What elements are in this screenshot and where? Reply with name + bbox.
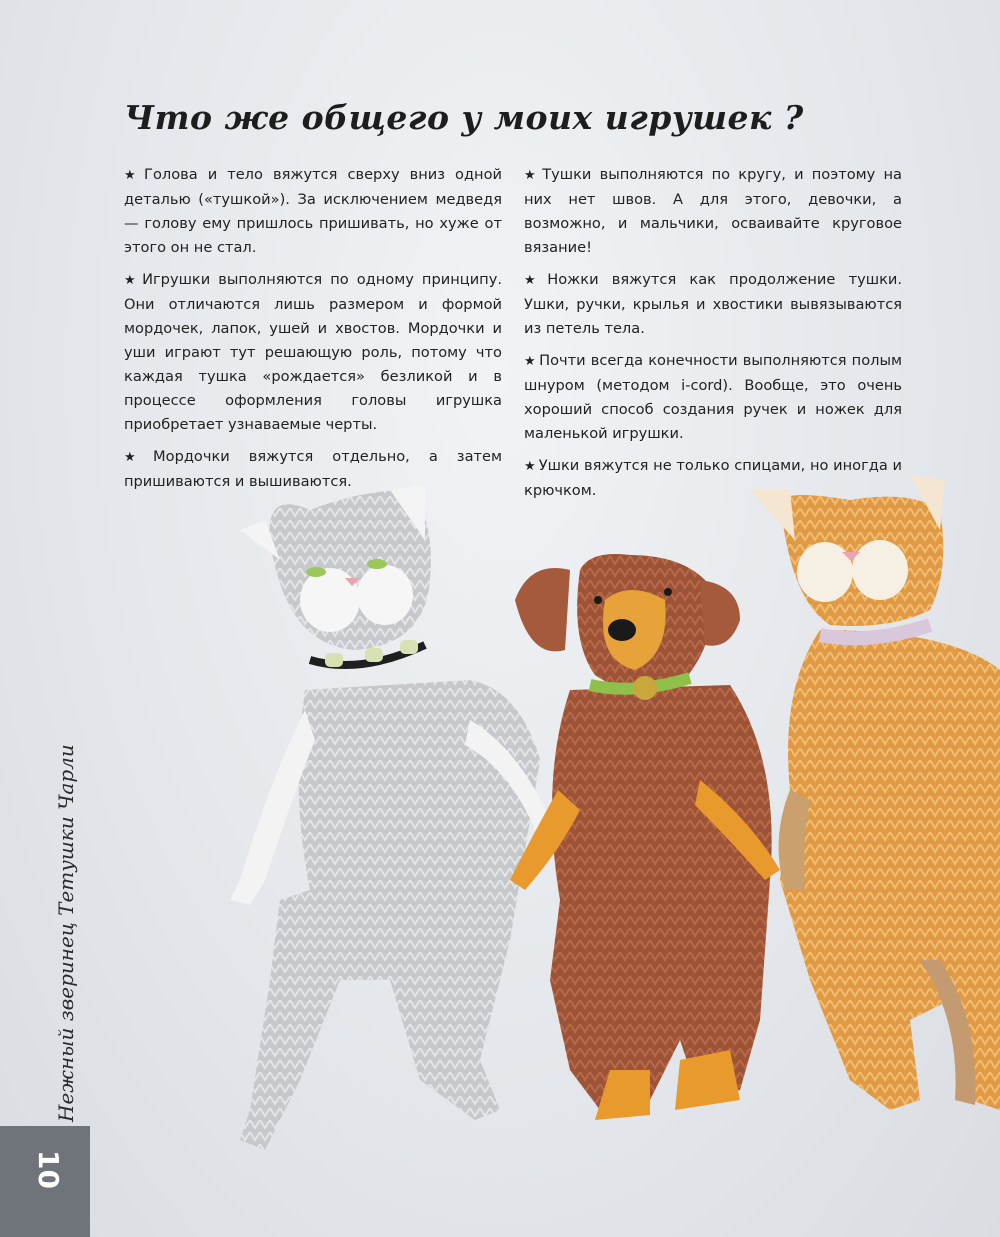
page-number: 10 [32, 1150, 65, 1189]
bullet-paragraph: ★ Ушки вяжутся не только спицами, но иногда и крючком. [524, 457, 903, 499]
book-title: Нежный зверинец Тетушки Чарли [54, 744, 78, 1122]
star-icon: ★ [124, 168, 142, 183]
star-icon: ★ [524, 354, 537, 369]
star-icon: ★ [524, 459, 536, 474]
brown-dog [510, 554, 780, 1120]
bullet-paragraph: ★ Ножки вяжутся как продолжение тушки. Ушки, ручки, крылья и хвостики вывязываются из петель тела. [524, 271, 903, 337]
star-icon: ★ [124, 450, 151, 465]
star-icon: ★ [124, 273, 140, 288]
bullet-paragraph: ★ Тушки выполняются по кругу, и поэтому на них нет швов. А для этого, девочки, а возможно, и мальчики, осваивайте круговое вязание! [524, 166, 902, 256]
grey-cat [230, 485, 550, 1150]
bullet-paragraph: ★ Игрушки выполняются по одному принципу. Они отличаются лишь размером и формой мордочек, лапок, ушей и хвостов. Мордочки и уши играют тут решающую роль, потому что каждая тушка «рождается» безликой и в процессе оформления головы игрушка приобретает узнаваемые черты. [124, 271, 503, 433]
star-icon: ★ [524, 273, 545, 288]
ginger-cat [750, 475, 1000, 1110]
bullet-paragraph: ★ Мордочки вяжутся отдельно, а затем пришиваются и вышиваются. [124, 448, 503, 490]
knitted-toys-photo [90, 460, 1000, 1237]
right-column [524, 163, 902, 511]
bullet-paragraph: ★ Голова и тело вяжутся сверху вниз одной деталью («тушкой»). За исключением медведя — голову ему пришлось пришивать, но хуже от этого он не стал. [124, 166, 503, 256]
page-title: Что же общего у моих игрушек ? [124, 98, 804, 137]
bullet-paragraph: ★ Почти всегда конечности выполняются полым шнуром (методом i-cord). Вообще, это очень хороший способ создания ручек и ножек для маленькой игрушки. [524, 352, 903, 442]
star-icon: ★ [524, 168, 540, 183]
left-column [124, 163, 502, 502]
